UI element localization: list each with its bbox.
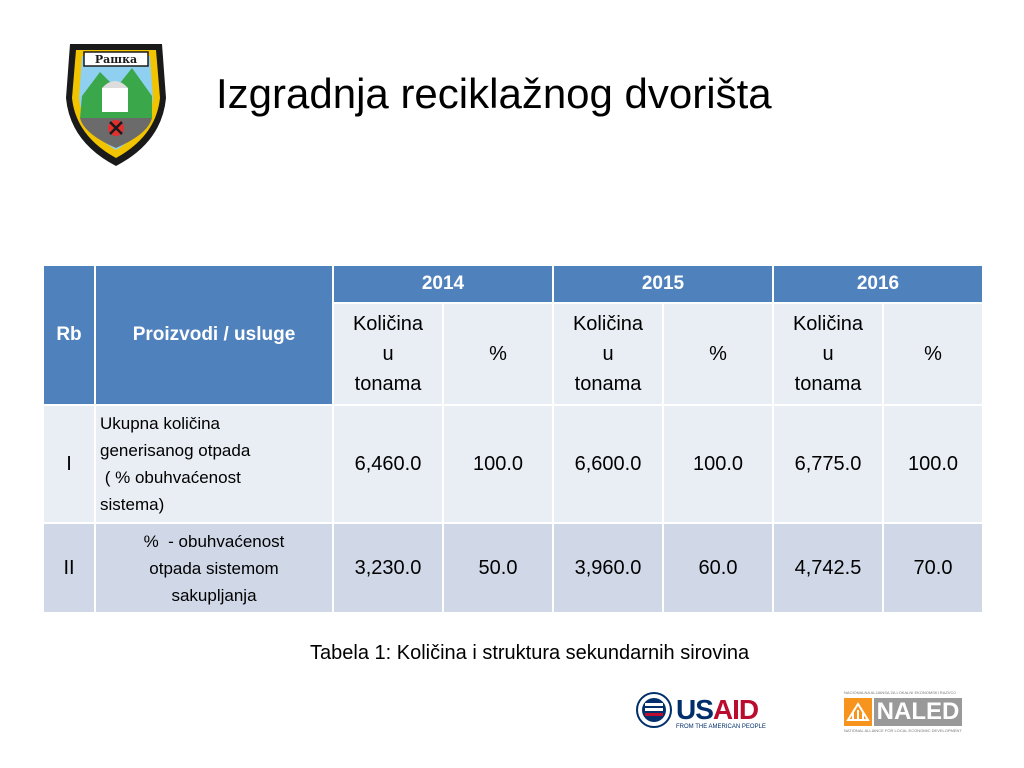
cell-quantity-2015: 3,960.0: [553, 523, 663, 613]
header-year-2016: 2016: [773, 265, 983, 303]
table-caption: Tabela 1: Količina i struktura sekundarnih sirovina: [310, 642, 750, 664]
naled-bottom-line: NATIONAL ALLIANCE FOR LOCAL ECONOMIC DEVELOPMENT: [844, 728, 962, 733]
slide-title: Izgradnja reciklažnog dvorišta: [216, 70, 772, 117]
subheader-quantity-2016: Količina u tonama: [773, 303, 883, 405]
table-row: [43, 523, 983, 613]
header-rb: Rb: [43, 265, 95, 405]
cell-percent-2014: 50.0: [443, 523, 553, 613]
municipality-crest-logo: [62, 38, 170, 170]
header-product: Proizvodi / usluge: [95, 265, 333, 405]
row-product: Ukupna količina generisanog otpada ( % obuhvaćenost sistema): [95, 405, 333, 523]
naled-wordmark: NALED: [874, 698, 962, 726]
crest-text: Рашка: [94, 53, 138, 66]
cell-quantity-2016: 6,775.0: [773, 405, 883, 523]
row-product: % - obuhvaćenost otpada sistemom sakupljanja: [95, 523, 333, 613]
row-rb: II: [43, 523, 95, 613]
naled-mark-icon: [844, 698, 872, 726]
cell-quantity-2014: 6,460.0: [333, 405, 443, 523]
naled-top-line: NACIONALNA ALIJANSA ZA LOKALNI EKONOMSKI RAZVOJ: [844, 690, 956, 695]
header-year-2014: 2014: [333, 265, 553, 303]
cell-percent-2014: 100.0: [443, 405, 553, 523]
usaid-logo: [636, 690, 766, 734]
subheader-percent-2016: %: [883, 303, 983, 405]
naled-logo: [842, 690, 966, 734]
usaid-tagline: FROM THE AMERICAN PEOPLE: [676, 724, 766, 730]
cell-percent-2016: 70.0: [883, 523, 983, 613]
cell-quantity-2015: 6,600.0: [553, 405, 663, 523]
cell-quantity-2016: 4,742.5: [773, 523, 883, 613]
table-row: [43, 405, 983, 523]
table-header-row: [43, 265, 983, 303]
usaid-seal-icon: [636, 692, 672, 728]
row-rb: I: [43, 405, 95, 523]
cell-quantity-2014: 3,230.0: [333, 523, 443, 613]
header-year-2015: 2015: [553, 265, 773, 303]
subheader-quantity-2015: Količina u tonama: [553, 303, 663, 405]
waste-data-table: [42, 264, 984, 614]
subheader-percent-2014: %: [443, 303, 553, 405]
cell-percent-2015: 60.0: [663, 523, 773, 613]
subheader-quantity-2014: Količina u tonama: [333, 303, 443, 405]
cell-percent-2015: 100.0: [663, 405, 773, 523]
subheader-percent-2015: %: [663, 303, 773, 405]
usaid-wordmark: USAID: [676, 694, 759, 725]
cell-percent-2016: 100.0: [883, 405, 983, 523]
